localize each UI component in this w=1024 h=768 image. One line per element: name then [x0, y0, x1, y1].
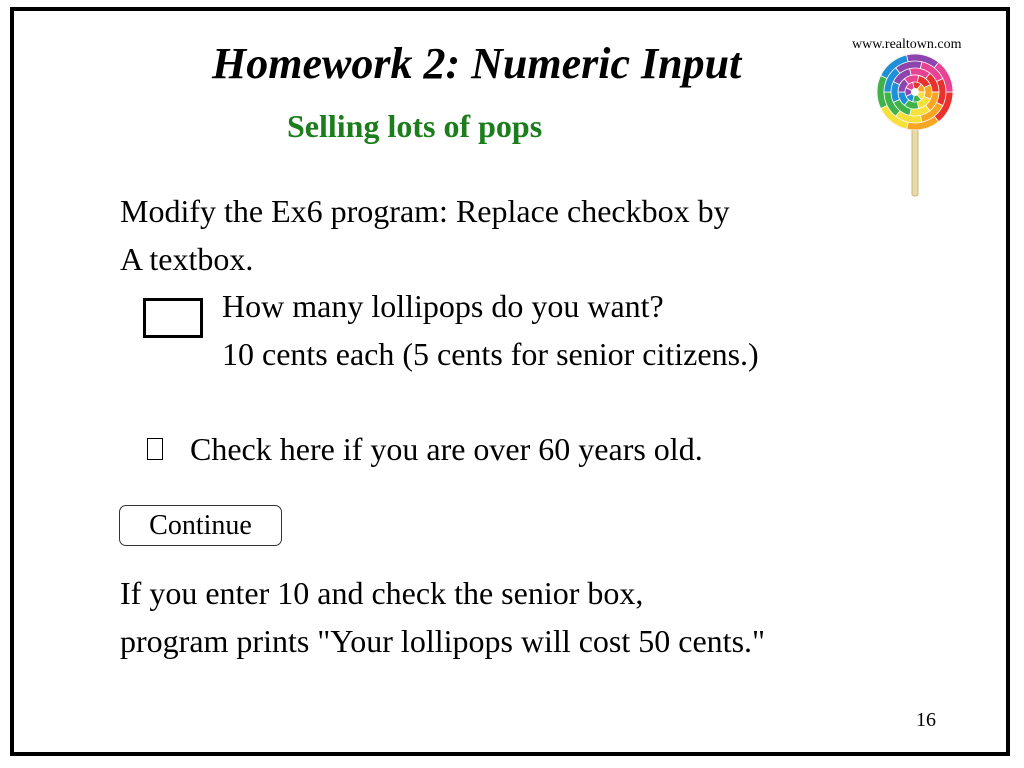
lollipop-icon: [868, 52, 968, 198]
quantity-question: How many lollipops do you want?: [222, 288, 664, 324]
result-line-2: program prints "Your lollipops will cost 50 cents.": [120, 623, 766, 659]
slide-title: Homework 2: Numeric Input: [212, 39, 742, 88]
page-number: 16: [916, 709, 936, 731]
price-note: 10 cents each (5 cents for senior citizens.): [222, 336, 759, 372]
lollipop-quantity-input[interactable]: [143, 298, 203, 338]
slide-subtitle: Selling lots of pops: [287, 108, 543, 144]
image-credit: www.realtown.com: [852, 37, 962, 52]
senior-checkbox-label: Check here if you are over 60 years old.: [190, 431, 703, 467]
instruction-line-2: A textbox.: [120, 241, 254, 277]
result-line-1: If you enter 10 and check the senior box,: [120, 575, 644, 611]
lollipop-stick: [912, 122, 918, 196]
lollipop-center: [911, 88, 919, 96]
senior-checkbox[interactable]: [147, 438, 163, 460]
instruction-line-1: Modify the Ex6 program: Replace checkbox by: [120, 193, 730, 229]
lollipop-swirl: [877, 54, 953, 130]
continue-button[interactable]: Continue: [119, 505, 282, 546]
